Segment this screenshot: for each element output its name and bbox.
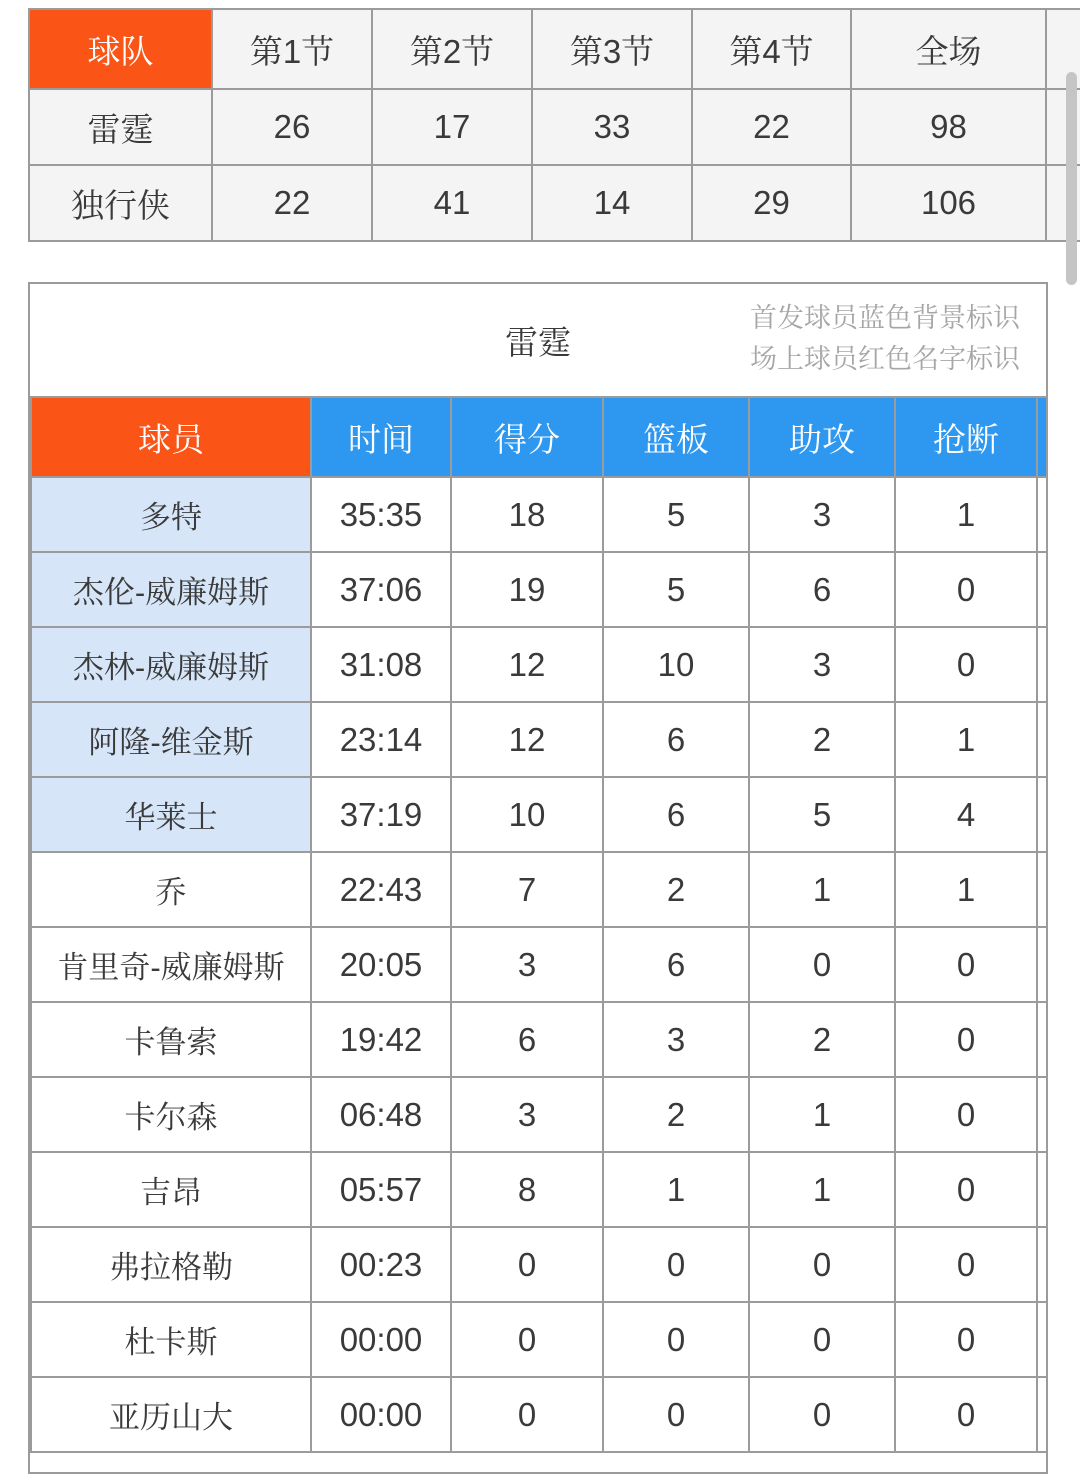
- score-header-row: [29, 9, 1080, 89]
- steals-cell: 1: [895, 477, 1037, 552]
- time-cell: 35:35: [311, 477, 451, 552]
- quarter-score-cell: 98: [851, 89, 1046, 165]
- player-header-row: [31, 397, 1048, 477]
- page-scrollbar-thumb[interactable]: [1066, 72, 1077, 285]
- clipped-column-cell: [1037, 552, 1048, 627]
- assists-cell: 1: [749, 1077, 895, 1152]
- clipped-column-cell: [1037, 777, 1048, 852]
- points-cell: 3: [451, 927, 603, 1002]
- points-cell: 6: [451, 1002, 603, 1077]
- steals-cell: 0: [895, 1377, 1037, 1452]
- team-title: 雷霆: [505, 323, 571, 361]
- assists-cell: 1: [749, 852, 895, 927]
- assists-cell: 3: [749, 627, 895, 702]
- quarter-score-cell: 106: [851, 165, 1046, 241]
- clipped-column-cell: [1037, 852, 1048, 927]
- player-name-cell: 亚历山大: [31, 1377, 311, 1452]
- assists-cell: 0: [749, 1302, 895, 1377]
- clipped-column-cell: [1037, 1152, 1048, 1227]
- clipped-column-cell: [1037, 477, 1048, 552]
- player-row: [31, 1077, 1048, 1152]
- points-cell: 19: [451, 552, 603, 627]
- steals-cell: 1: [895, 702, 1037, 777]
- legend-line-starters: 首发球员蓝色背景标识: [750, 303, 1020, 333]
- assists-cell: 5: [749, 777, 895, 852]
- player-name-cell: 华莱士: [31, 777, 311, 852]
- team-box-score-card: [28, 282, 1048, 1474]
- stat-column-header: 助攻: [749, 397, 895, 477]
- player-row: [31, 1152, 1048, 1227]
- legend-note: [750, 298, 1020, 380]
- steals-cell: 1: [895, 852, 1037, 927]
- team-name-cell: 独行侠: [29, 165, 212, 241]
- time-cell: 23:14: [311, 702, 451, 777]
- clipped-column-cell: [1037, 627, 1048, 702]
- score-column-header: 第2节: [372, 9, 532, 89]
- steals-cell: 0: [895, 552, 1037, 627]
- clipped-column-cell: [1037, 1002, 1048, 1077]
- assists-cell: 0: [749, 927, 895, 1002]
- time-cell: 05:57: [311, 1152, 451, 1227]
- rebounds-cell: 1: [603, 1152, 749, 1227]
- quarter-score-cell: 41: [372, 165, 532, 241]
- assists-cell: 2: [749, 702, 895, 777]
- clipped-column-cell: [1037, 1077, 1048, 1152]
- rebounds-cell: 0: [603, 1302, 749, 1377]
- stat-column-header: 时间: [311, 397, 451, 477]
- player-stats-table: [30, 396, 1048, 1453]
- steals-cell: 4: [895, 777, 1037, 852]
- time-cell: 00:23: [311, 1227, 451, 1302]
- player-name-cell: 阿隆-维金斯: [31, 702, 311, 777]
- score-column-header: 第3节: [532, 9, 692, 89]
- rebounds-cell: 10: [603, 627, 749, 702]
- points-cell: 8: [451, 1152, 603, 1227]
- rebounds-cell: 0: [603, 1377, 749, 1452]
- time-cell: 00:00: [311, 1377, 451, 1452]
- team-column-header: 球队: [29, 9, 212, 89]
- quarter-score-cell: 17: [372, 89, 532, 165]
- player-name-cell: 肯里奇-威廉姆斯: [31, 927, 311, 1002]
- score-column-header: 第1节: [212, 9, 372, 89]
- time-cell: 22:43: [311, 852, 451, 927]
- quarter-score-cell: 22: [692, 89, 851, 165]
- player-row: [31, 1377, 1048, 1452]
- quarter-score-cell: 33: [532, 89, 692, 165]
- team-name-cell: 雷霆: [29, 89, 212, 165]
- time-cell: 19:42: [311, 1002, 451, 1077]
- player-name-cell: 吉昂: [31, 1152, 311, 1227]
- rebounds-cell: 6: [603, 777, 749, 852]
- clipped-column-header: [1037, 397, 1048, 477]
- points-cell: 0: [451, 1377, 603, 1452]
- steals-cell: 0: [895, 627, 1037, 702]
- clipped-column-cell: [1037, 1377, 1048, 1452]
- quarter-score-table-container: [28, 8, 1080, 242]
- rebounds-cell: 6: [603, 702, 749, 777]
- rebounds-cell: 0: [603, 1227, 749, 1302]
- player-row: [31, 552, 1048, 627]
- steals-cell: 0: [895, 927, 1037, 1002]
- quarter-score-cell: 26: [212, 89, 372, 165]
- rebounds-cell: 2: [603, 852, 749, 927]
- player-row: [31, 702, 1048, 777]
- player-row: [31, 1002, 1048, 1077]
- time-cell: 31:08: [311, 627, 451, 702]
- stat-column-header: 篮板: [603, 397, 749, 477]
- player-name-cell: 乔: [31, 852, 311, 927]
- quarter-score-table: [28, 8, 1080, 242]
- steals-cell: 0: [895, 1077, 1037, 1152]
- rebounds-cell: 6: [603, 927, 749, 1002]
- player-name-cell: 杰伦-威廉姆斯: [31, 552, 311, 627]
- steals-cell: 0: [895, 1002, 1037, 1077]
- player-column-header: 球员: [31, 397, 311, 477]
- assists-cell: 0: [749, 1227, 895, 1302]
- score-column-header: 第4节: [692, 9, 851, 89]
- legend-line-oncourt: 场上球员红色名字标识: [750, 344, 1020, 374]
- rebounds-cell: 5: [603, 552, 749, 627]
- assists-cell: 2: [749, 1002, 895, 1077]
- player-row: [31, 627, 1048, 702]
- quarter-score-cell: 22: [212, 165, 372, 241]
- rebounds-cell: 5: [603, 477, 749, 552]
- player-row: [31, 1227, 1048, 1302]
- assists-cell: 1: [749, 1152, 895, 1227]
- points-cell: 3: [451, 1077, 603, 1152]
- steals-cell: 0: [895, 1302, 1037, 1377]
- points-cell: 12: [451, 627, 603, 702]
- card-header: [30, 284, 1046, 396]
- quarter-score-cell: 14: [532, 165, 692, 241]
- steals-cell: 0: [895, 1227, 1037, 1302]
- stat-column-header: 得分: [451, 397, 603, 477]
- player-row: [31, 477, 1048, 552]
- clipped-column-cell: [1037, 1227, 1048, 1302]
- stat-column-header: 抢断: [895, 397, 1037, 477]
- points-cell: 0: [451, 1302, 603, 1377]
- player-row: [31, 852, 1048, 927]
- player-name-cell: 杰林-威廉姆斯: [31, 627, 311, 702]
- player-row: [31, 777, 1048, 852]
- clipped-column-cell: [1037, 1302, 1048, 1377]
- points-cell: 10: [451, 777, 603, 852]
- player-name-cell: 弗拉格勒: [31, 1227, 311, 1302]
- time-cell: 37:06: [311, 552, 451, 627]
- player-name-cell: 多特: [31, 477, 311, 552]
- time-cell: 06:48: [311, 1077, 451, 1152]
- clipped-column-cell: [1037, 927, 1048, 1002]
- assists-cell: 0: [749, 1377, 895, 1452]
- points-cell: 12: [451, 702, 603, 777]
- player-row: [31, 1302, 1048, 1377]
- player-row: [31, 927, 1048, 1002]
- score-row: [29, 89, 1080, 165]
- points-cell: 0: [451, 1227, 603, 1302]
- player-name-cell: 卡鲁索: [31, 1002, 311, 1077]
- score-column-header: 全场: [851, 9, 1046, 89]
- assists-cell: 3: [749, 477, 895, 552]
- points-cell: 7: [451, 852, 603, 927]
- rebounds-cell: 3: [603, 1002, 749, 1077]
- steals-cell: 0: [895, 1152, 1037, 1227]
- points-cell: 18: [451, 477, 603, 552]
- player-name-cell: 杜卡斯: [31, 1302, 311, 1377]
- clipped-column-cell: [1037, 702, 1048, 777]
- assists-cell: 6: [749, 552, 895, 627]
- score-row: [29, 165, 1080, 241]
- time-cell: 20:05: [311, 927, 451, 1002]
- time-cell: 00:00: [311, 1302, 451, 1377]
- quarter-score-cell: 29: [692, 165, 851, 241]
- player-name-cell: 卡尔森: [31, 1077, 311, 1152]
- rebounds-cell: 2: [603, 1077, 749, 1152]
- time-cell: 37:19: [311, 777, 451, 852]
